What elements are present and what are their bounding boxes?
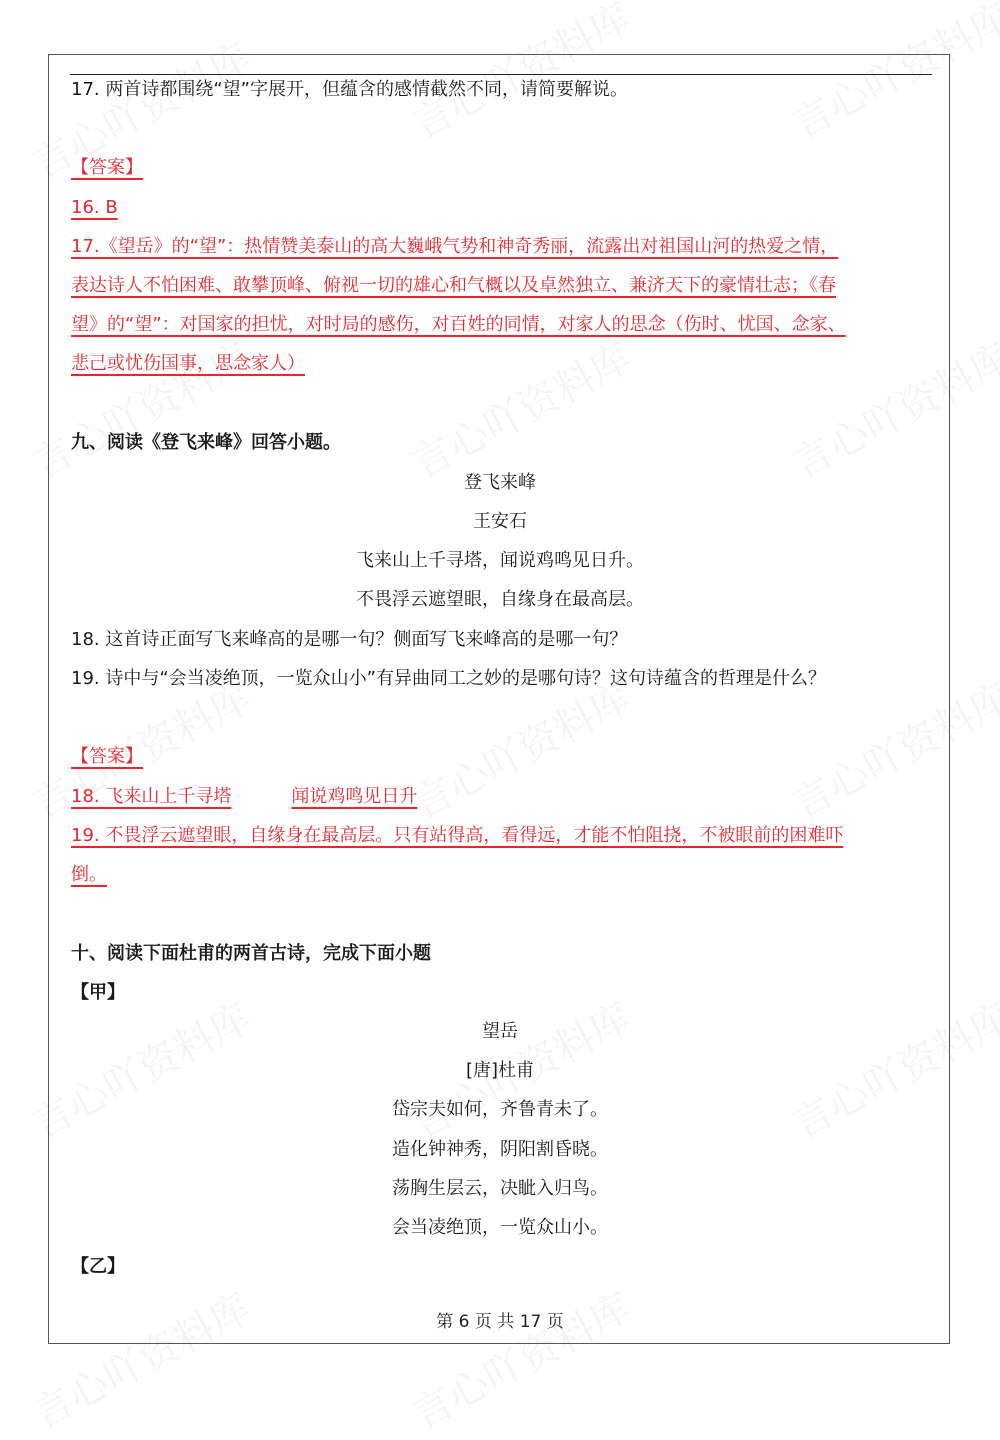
answer-18-part1: 18. 飞来山上千寻塔 (71, 786, 232, 807)
answer-19-line: 倒。 (71, 864, 107, 885)
answer-17-line: 表达诗人不怕困难、敢攀顶峰、俯视一切的雄心和气概以及卓然独立、兼济天下的豪情壮志；《春 (71, 275, 836, 296)
answer-17-line: 悲己或忧伤国事，思念家人） (71, 353, 305, 374)
poem-line: 岱宗夫如何，齐鲁青未了。 (392, 1099, 608, 1120)
answer-18 (71, 785, 417, 809)
poem-line: 会当凌绝顶，一览众山小。 (392, 1217, 608, 1238)
label-yi: 【乙】 (71, 1256, 125, 1277)
question-19: 19. 诗中与“会当凌绝顶，一览众山小”有异曲同工之妙的是哪句诗？这句诗蕴含的哲理是什么？ (71, 668, 826, 689)
poem-author: 王安石 (473, 511, 527, 532)
poem-line: 造化钟神秀，阴阳割昏晓。 (392, 1139, 608, 1160)
section-10-heading: 十、阅读下面杜甫的两首古诗，完成下面小题 (71, 943, 431, 964)
answer-17-line: 望》的“望”：对国家的担忧，对时局的感伤，对百姓的同情，对家人的思念（伤时、忧国、念家、 (71, 314, 846, 335)
answer-16: 16. B (71, 197, 118, 218)
answer-19-line: 19. 不畏浮云遮望眼，自缘身在最高层。只有站得高，看得远，才能不怕阻挠，不被眼前的困难吓 (71, 825, 844, 846)
question-17: 17. 两首诗都围绕“望”字展开，但蕴含的感情截然不同，请简要解说。 (71, 79, 628, 100)
answer-label: 【答案】 (71, 157, 143, 178)
answer-18-part2: 闻说鸡鸣见日升 (291, 786, 418, 807)
label-jia: 【甲】 (71, 982, 125, 1003)
section-9-heading: 九、阅读《登飞来峰》回答小题。 (71, 432, 341, 453)
poem-line: 飞来山上千寻塔，闻说鸡鸣见日升。 (356, 550, 644, 571)
poem-line: 不畏浮云遮望眼，自缘身在最高层。 (356, 589, 644, 610)
page-number: 第 6 页 共 17 页 (436, 1312, 564, 1332)
poem-line: 荡胸生层云，决眦入归鸟。 (392, 1178, 608, 1199)
poem-title: 望岳 (482, 1021, 518, 1042)
header-rule (70, 74, 932, 75)
question-18: 18. 这首诗正面写飞来峰高的是哪一句？侧面写飞来峰高的是哪一句？ (71, 629, 628, 650)
answer-label: 【答案】 (71, 746, 143, 767)
answer-17-line: 17.《望岳》的“望”：热情赞美泰山的高大巍峨气势和神奇秀丽，流露出对祖国山河的热爱之情， (71, 236, 839, 257)
poem-author: [唐]杜甫 (465, 1060, 535, 1081)
poem-title: 登飞来峰 (464, 472, 536, 493)
